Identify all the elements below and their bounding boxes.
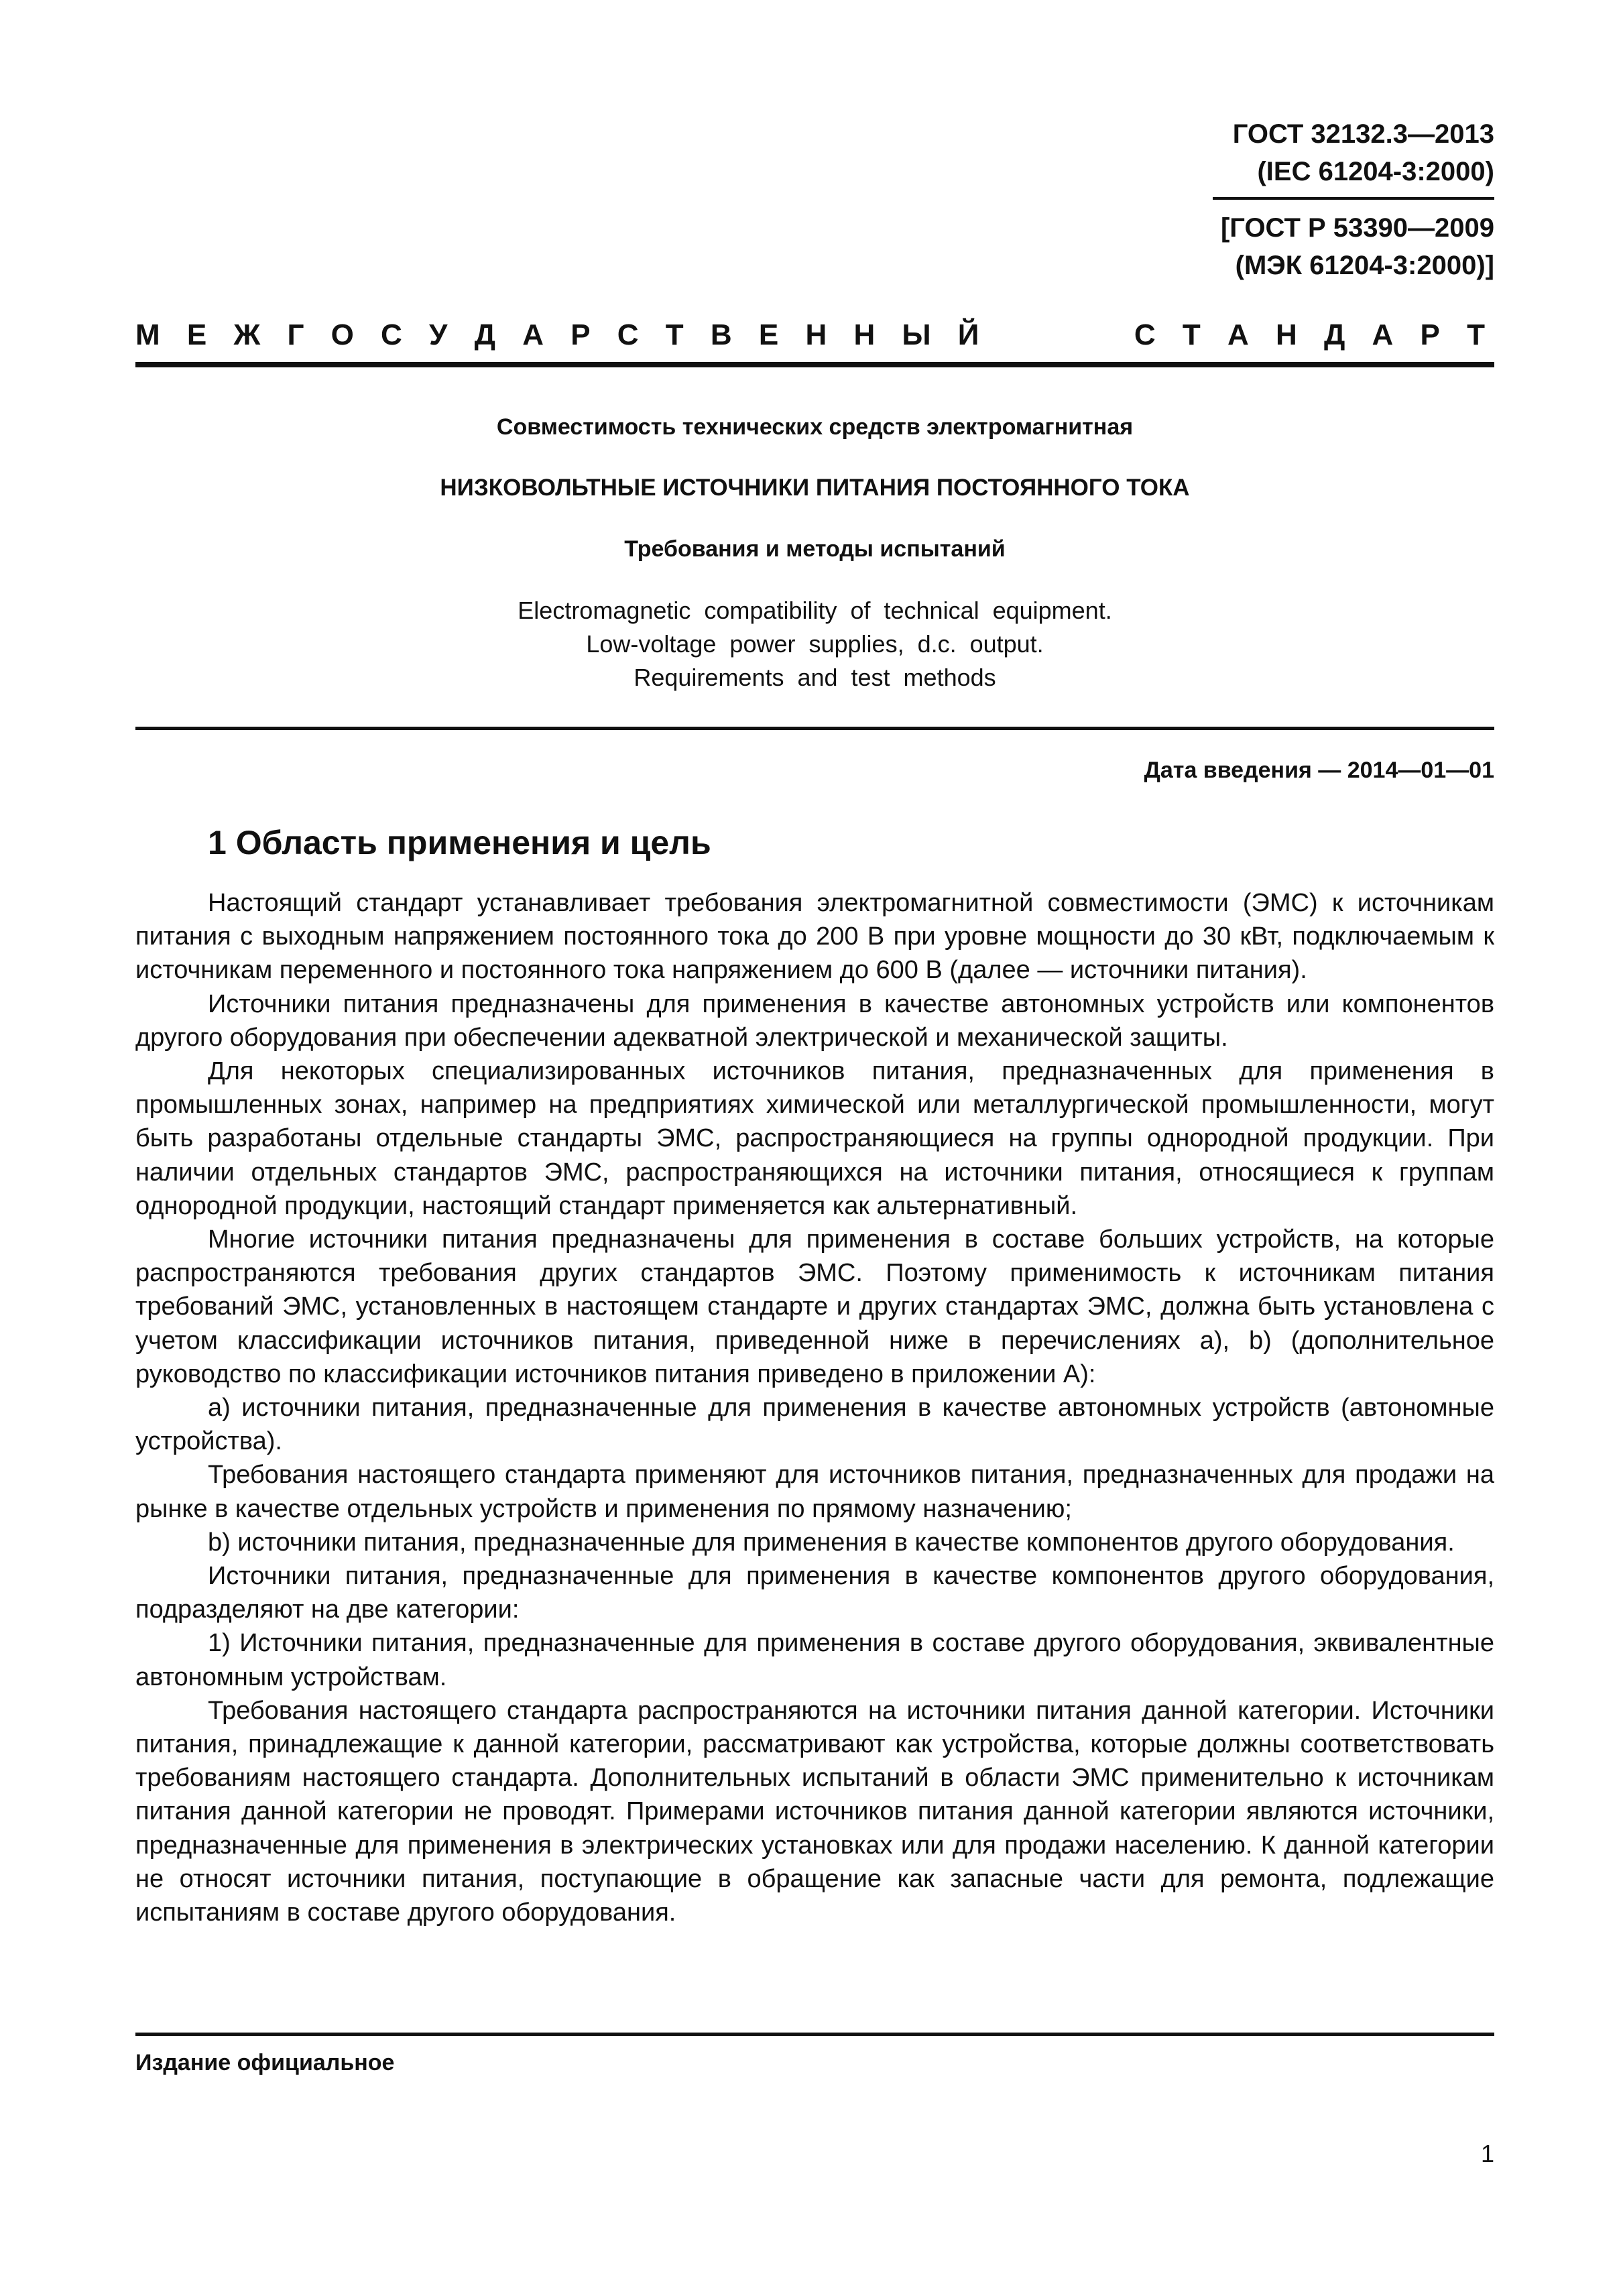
english-title <box>135 594 1494 694</box>
designation-line: (IEC 61204-3:2000) <box>1257 157 1494 186</box>
title-line-2: НИЗКОВОЛЬТНЫЕ ИСТОЧНИКИ ПИТАНИЯ ПОСТОЯННОГО ТОКА <box>440 475 1190 501</box>
footer-rule <box>135 2033 1494 2036</box>
paragraph: Требования настоящего стандарта распространяются на источники питания данной категории. Источники питания, принадлежащие к данной категории, рассматривают как устройства, которые должны соответствовать требованиям настоящего стандарта. Дополнительных испытаний в области ЭМС применительно к источникам питания данной категории не проводят. Примерами источников питания данной категории являются источники, предназначенные для применения в электрических установках или для продажи населению. К данной категории не относят источники питания, поступающие в обращение как запасные части для ремонта, подлежащие испытаниям в составе другого оборудования. <box>135 1696 1494 1927</box>
english-title-line: Low-voltage power supplies, d.c. output. <box>586 630 1044 658</box>
page-number: 1 <box>1480 2140 1494 2167</box>
paragraph: а) источники питания, предназначенные для применения в качестве автономных устройств (автономные устройства). <box>135 1394 1494 1456</box>
paragraph: 1) Источники питания, предназначенные для применения в составе другого оборудования, эквивалентные автономным устройствам. <box>135 1629 1494 1691</box>
english-title-line: Requirements and test methods <box>634 664 996 691</box>
designation-line: ГОСТ 32132.3—2013 <box>1232 119 1494 149</box>
section-body <box>135 886 1494 1929</box>
designation-line: [ГОСТ Р 53390—2009 <box>1220 213 1494 243</box>
title-line-3: Требования и методы испытаний <box>624 536 1006 562</box>
title-line-1: Совместимость технических средств электромагнитная <box>496 414 1134 440</box>
paragraph: Для некоторых специализированных источников питания, предназначенных для применения в промышленных зонах, например на предприятиях химической или металлургической промышленности, могут быть разработаны отдельные стандарты ЭМС, распространяющиеся на группы однородной продукции. При наличии отдельных стандартов ЭМС, распространяющихся на источники питания, относящиеся к группам однородной продукции, настоящий стандарт применяется как альтернативный. <box>135 1057 1494 1220</box>
designation-line: (МЭК 61204-3:2000)] <box>1235 251 1494 280</box>
paragraph: Источники питания предназначены для применения в качестве автономных устройств или компонентов другого оборудования при обеспечении адекватной электрической и механической защиты. <box>135 989 1494 1052</box>
standard-type-word: С Т А Н Д А Р Т <box>1134 318 1494 351</box>
paragraph: Источники питания, предназначенные для применения в качестве компонентов другого оборудования, подразделяют на две категории: <box>135 1562 1494 1624</box>
paragraph: Многие источники питания предназначены для применения в составе больших устройств, на которые распространяются требования других стандартов ЭМС. Поэтому применимость к источникам питания требований ЭМС, установленных в настоящем стандарте и других стандартах ЭМС, должна быть установлена с учетом классификации источников питания, приведенной ниже в перечислениях а), b) (дополнительное руководство по классификации источников питания приведено в приложении А): <box>135 1225 1494 1388</box>
designation-divider <box>1213 197 1494 200</box>
date-introduced: Дата введения — 2014—01—01 <box>1144 758 1494 783</box>
header-rule <box>135 362 1494 367</box>
paragraph: Настоящий стандарт устанавливает требования электромагнитной совместимости (ЭМС) к источникам питания с выходным напряжением постоянного тока до 200 В при уровне мощности до 30 кВт, подключаемым к источникам переменного и постоянного тока напряжением до 600 В (далее — источники питания). <box>135 889 1494 985</box>
section-heading: 1 Область применения и цель <box>208 824 711 861</box>
standard-type-title <box>135 314 1494 357</box>
edition-label: Издание официальное <box>135 2050 395 2075</box>
standard-designation <box>1092 115 1494 284</box>
paragraph: Требования настоящего стандарта применяют для источников питания, предназначенных для продажи на рынке в качестве отдельных устройств и применения по прямому назначению; <box>135 1461 1494 1523</box>
paragraph: b) источники питания, предназначенные для применения в качестве компонентов другого оборудования. <box>208 1528 1455 1557</box>
english-title-line: Electromagnetic compatibility of technical equipment. <box>518 597 1112 624</box>
title-rule <box>135 727 1494 730</box>
standard-type-word: М Е Ж Г О С У Д А Р С Т В Е Н Н Ы Й <box>135 318 989 351</box>
